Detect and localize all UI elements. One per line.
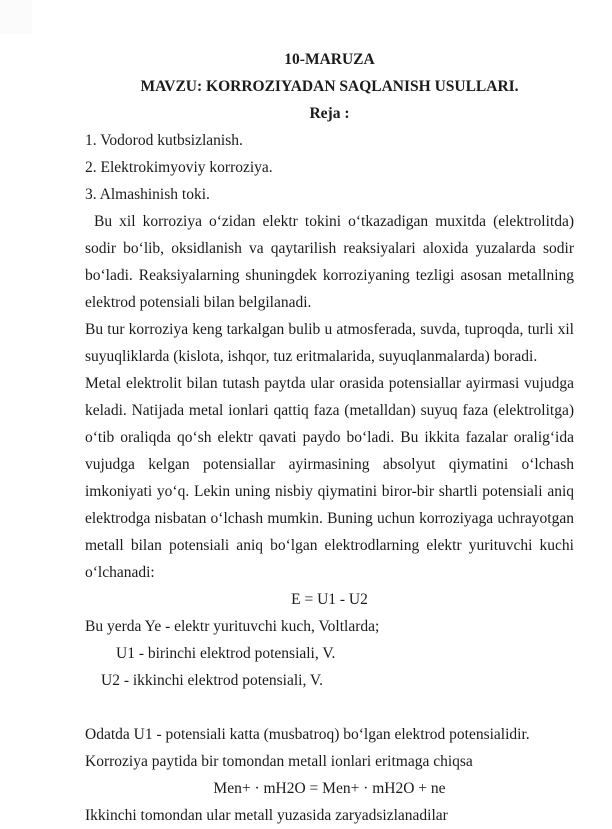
document-content — [85, 46, 574, 829]
legend-emf: Bu yerda Ye - elektr yurituvchi kuch, Voltlarda; — [85, 618, 380, 635]
plan-item-1: 1. Vodorod kutbsizlanish. — [85, 132, 243, 149]
formula-emf: E = U1 - U2 — [291, 591, 368, 608]
legend-u1: U1 - birinchi elektrod potensiali, V. — [116, 645, 336, 662]
plan-list — [85, 127, 574, 208]
plan-item-2: 2. Elektrokimyoviy korroziya. — [85, 159, 273, 176]
lecture-title: 10-MARUZA — [284, 51, 375, 68]
paragraph-corrosion-type: Bu xil korroziya o‘zidan elektr tokini o‘tkazadigan muxitda (elektrolitda) sodir bo‘lib, oksidlanish va qaytarilish reaksiyalari aloxida yuzalarda sodir bo‘ladi. Reaksiyalarning shuningdek korroziyaning tezligi asosan metallning elektrod potensiali bilan belgilanadi. — [85, 213, 574, 311]
page-corner-artifact — [0, 0, 32, 34]
formula-ion-hydration: Men+ · mH2O = Men+ · mH2O + ne — [213, 780, 446, 797]
blank-line — [85, 694, 574, 721]
plan-item-3: 3. Almashinish toki. — [85, 186, 210, 203]
paragraph-discharge: Ikkinchi tomondan ular metall yuzasida zaryadsizlanadilar — [85, 807, 448, 824]
paragraph-u1-note: Odatda U1 - potensiali katta (musbatroq) bo‘lgan elektrod potensialidir. — [85, 726, 530, 743]
paragraph-ions-release: Korroziya paytida bir tomondan metall ionlari eritmaga chiqsa — [85, 753, 473, 770]
paragraph-corrosion-environments: Bu tur korroziya keng tarkalgan bulib u atmosferada, suvda, tuproqda, turli xil suyuqliklarda (kislota, ishqor, tuz eritmalarida, suyuqlanmalarda) boradi. — [85, 321, 574, 365]
legend-u2: U2 - ikkinchi elektrod potensiali, V. — [101, 672, 323, 689]
plan-heading: Reja : — [309, 105, 350, 122]
topic-title: MAVZU: KORROZIYADAN SAQLANISH USULLARI. — [140, 78, 519, 95]
paragraph-potential-difference: Metal elektrolit bilan tutash paytda ular orasida potensiallar ayirmasi vujudga keladi. Natijada metal ionlari qattiq faza (metalldan) suyuq faza (elektrolitga) o‘tib oraliqda qo‘sh elektr qavati paydo bo‘ladi. Bu ikkita fazalar oralig‘ida vujudga kelgan potensiallar ayirmasining absolyut qiymatini o‘lchash imkoniyati yo‘q. Lekin uning nisbiy qiymatini biror-bir shartli potensiali aniq elektrodga nisbatan o‘lchash mumkin. Buning uchun korroziyaga uchrayotgan metall bilan potensiali aniq bo‘lgan elektrodlarning elektr yurituvchi kuchi o‘lchanadi: — [85, 375, 574, 581]
